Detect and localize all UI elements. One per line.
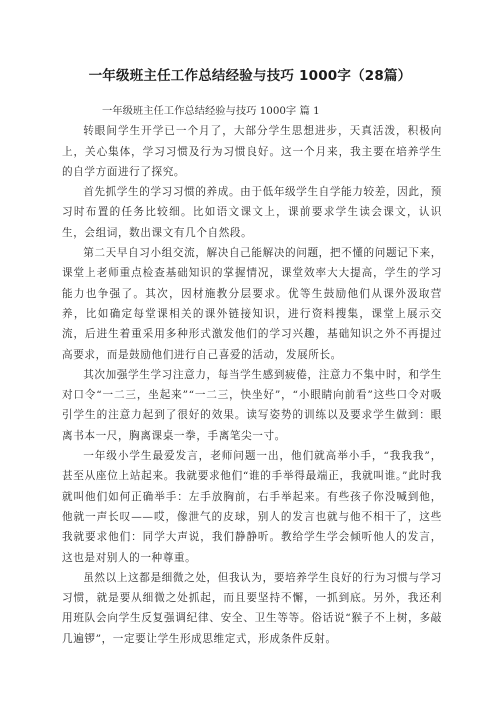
paragraph-6: 虽然以上这都是细微之处，但我认为，要培养学生良好的行为习惯与学习习惯，就是要从细微之处抓起，而且要坚持不懈，一抓到底。另外，我还利用班队会向学生反复强调纪律、安全、卫生等等。俗话说“猴子不上树，多敲几遍锣”，一定要让学生形成思维定式，形成条件反射。 [62,571,442,645]
paragraph-2: 首先抓学生的学习习惯的养成。由于低年级学生自学能力较差，因此，预习时布置的任务比较细。比如语文课文上，课前要求学生读会课文，认识生，会组词，数出课文有几个自然段。 [62,186,442,239]
paragraph-3: 第二天早自习小组交流，解决自己能解决的问题，把不懂的问题记下来，课堂上老师重点检查基础知识的掌握情况，课堂效率大大提高，学生的学习能力也争强了。其次，因材施教分层要求。优等生鼓励他们从课外汲取营养，比如确定每堂课相关的课外链接知识，进行资料搜集，课堂上展示交流，后进生着重采用多种形式激发他们的学习兴趣，基础知识之外不再提过高要求，而是鼓励他们进行自己喜爱的活动，发展所长。 [62,247,442,361]
paragraph-5: 一年级小学生最爱发言，老师问题一出，他们就高举小手，“我我我”，甚至从座位上站起来。我就要求他们“谁的手举得最端正，我就叫谁。”此时我就叫他们如何正确举手：左手放胸前，右手举起来。有些孩子你没喊到他，他就一声长叹——哎，像泄气的皮球，别人的发言也就与他不相干了，这些我就要求他们：同学大声说，我们静静听。教给学生学会倾听他人的发言，这也是对别人的一种尊重。 [62,450,442,564]
document-title: 一年级班主任工作总结经验与技巧 1000字（28篇） [88,68,412,84]
section-heading: 一年级班主任工作总结经验与技巧 1000字 篇 1 [102,105,320,117]
document-body [62,101,442,649]
paragraph-4: 其次加强学生学习注意力，每当学生感到疲倦，注意力不集中时，和学生对口令“一二三，坐起来”“一二三，快坐好”，“小眼睛向前看”这些口令对吸引学生的注意力起到了很好的效果。读写姿势的训练以及要求学生做到：眼离书本一尺，胸离课桌一拳，手离笔尖一寸。 [62,368,442,442]
paragraph-1: 转眼间学生开学已一个月了，大部分学生思想进步，天真活泼，积极向上，关心集体，学习习惯及行为习惯良好。这一个月来，我主要在培养学生的自学方面进行了探究。 [62,125,442,178]
